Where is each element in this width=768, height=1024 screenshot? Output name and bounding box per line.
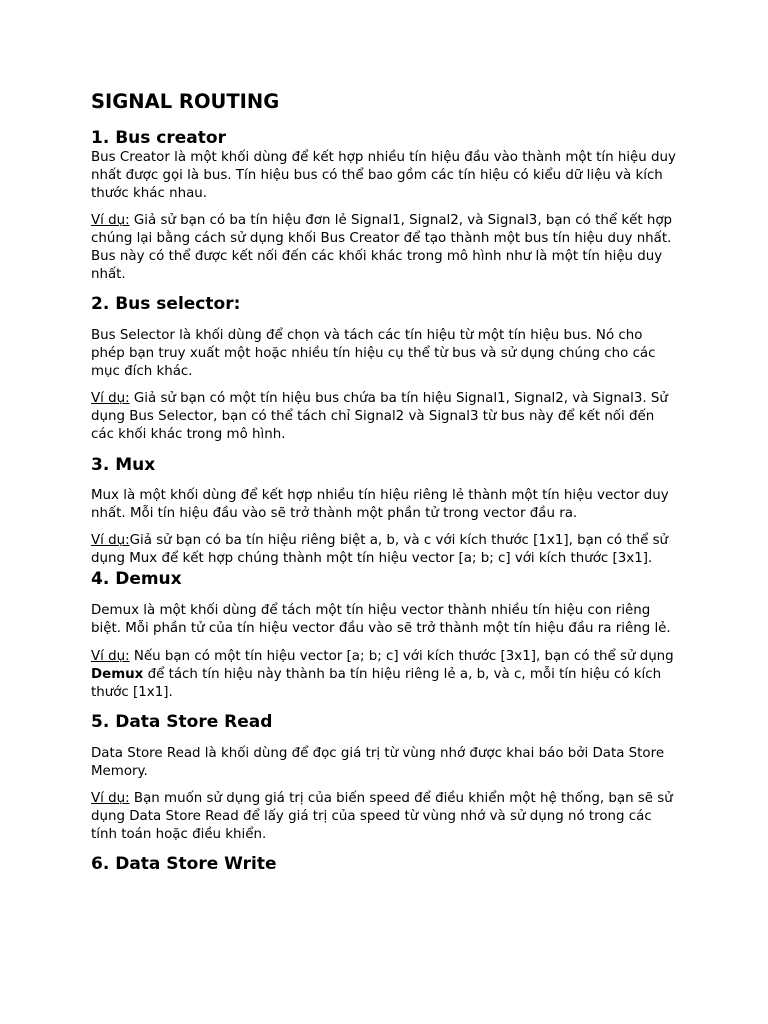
section-example-bus-creator bbox=[91, 212, 678, 284]
section-description-data-store-read: Data Store Read là khối dùng để đọc giá trị từ vùng nhớ được khai báo bởi Data Store Memory. bbox=[91, 746, 665, 779]
section-example-bus-selector bbox=[91, 390, 678, 444]
example-text: Giả sử bạn có một tín hiệu bus chứa ba tín hiệu Signal1, Signal2, và Signal3. Sử dụng Bus Selector, bạn có thể tách chỉ Signal2 và Signal3 từ bus này để kết nối đến các khối khác trong mô hình. bbox=[91, 391, 668, 442]
section-example-data-store-read bbox=[91, 790, 678, 844]
section-heading-data-store-read: 5. Data Store Read bbox=[91, 712, 273, 732]
example-text: Giả sử bạn có ba tín hiệu riêng biệt a, b, và c với kích thước [1x1], bạn có thể sử dụng Mux để kết hợp chúng thành một tín hiệu vector [a; b; c] với kích thước [3x1]. bbox=[91, 533, 669, 566]
section-heading-bus-selector: 2. Bus selector: bbox=[91, 294, 241, 314]
section-example-mux bbox=[91, 532, 678, 568]
example-label: Ví dụ: bbox=[91, 533, 130, 548]
example-text-after: để tách tín hiệu này thành ba tín hiệu riêng lẻ a, b, và c, mỗi tín hiệu có kích thước [1x1]. bbox=[91, 667, 662, 700]
example-text-before: Nếu bạn có một tín hiệu vector [a; b; c] với kích thước [3x1], bạn có thể sử dụng bbox=[129, 649, 674, 664]
example-text-bold: Demux bbox=[91, 667, 144, 682]
section-description-bus-selector: Bus Selector là khối dùng để chọn và tách các tín hiệu từ một tín hiệu bus. Nó cho phép bạn truy xuất một hoặc nhiều tín hiệu cụ thể từ bus và sử dụng chúng cho các mục đích khác. bbox=[91, 328, 656, 379]
example-text: Bạn muốn sử dụng giá trị của biến speed để điều khiển một hệ thống, bạn sẽ sử dụng Data Store Read để lấy giá trị của speed từ vùng nhớ và sử dụng nó trong các tính toán hoặc điều khiển. bbox=[91, 791, 673, 842]
section-description-bus-creator: Bus Creator là một khối dùng để kết hợp nhiều tín hiệu đầu vào thành một tín hiệu duy nhất được gọi là bus. Tín hiệu bus có thể bao gồm các tín hiệu có kiểu dữ liệu và kích thước khác nhau. bbox=[91, 150, 676, 201]
section-example-demux bbox=[91, 648, 678, 702]
section-heading-demux: 4. Demux bbox=[91, 569, 182, 589]
example-label: Ví dụ: bbox=[91, 391, 130, 406]
section-heading-bus-creator: 1. Bus creator bbox=[91, 128, 226, 148]
section-description-demux: Demux là một khối dùng để tách một tín hiệu vector thành nhiều tín hiệu con riêng biệt. Mỗi phần tử của tín hiệu vector đầu vào sẽ trở thành một tín hiệu đầu ra riêng lẻ. bbox=[91, 603, 671, 636]
section-description-mux: Mux là một khối dùng để kết hợp nhiều tín hiệu riêng lẻ thành một tín hiệu vector duy nhất. Mỗi tín hiệu đầu vào sẽ trở thành một phần tử trong vector đầu ra. bbox=[91, 488, 669, 521]
example-text: Giả sử bạn có ba tín hiệu đơn lẻ Signal1, Signal2, và Signal3, bạn có thể kết hợp chúng lại bằng cách sử dụng khối Bus Creator để tạo thành một bus tín hiệu duy nhất. Bus này có thể được kết nối đến các khối khác trong mô hình như là một tín hiệu duy nhất. bbox=[91, 213, 673, 282]
section-heading-mux: 3. Mux bbox=[91, 455, 156, 475]
document-title: SIGNAL ROUTING bbox=[91, 90, 280, 113]
section-heading-data-store-write: 6. Data Store Write bbox=[91, 854, 277, 874]
example-label: Ví dụ: bbox=[91, 791, 130, 806]
example-label: Ví dụ: bbox=[91, 649, 130, 664]
example-label: Ví dụ: bbox=[91, 213, 130, 228]
